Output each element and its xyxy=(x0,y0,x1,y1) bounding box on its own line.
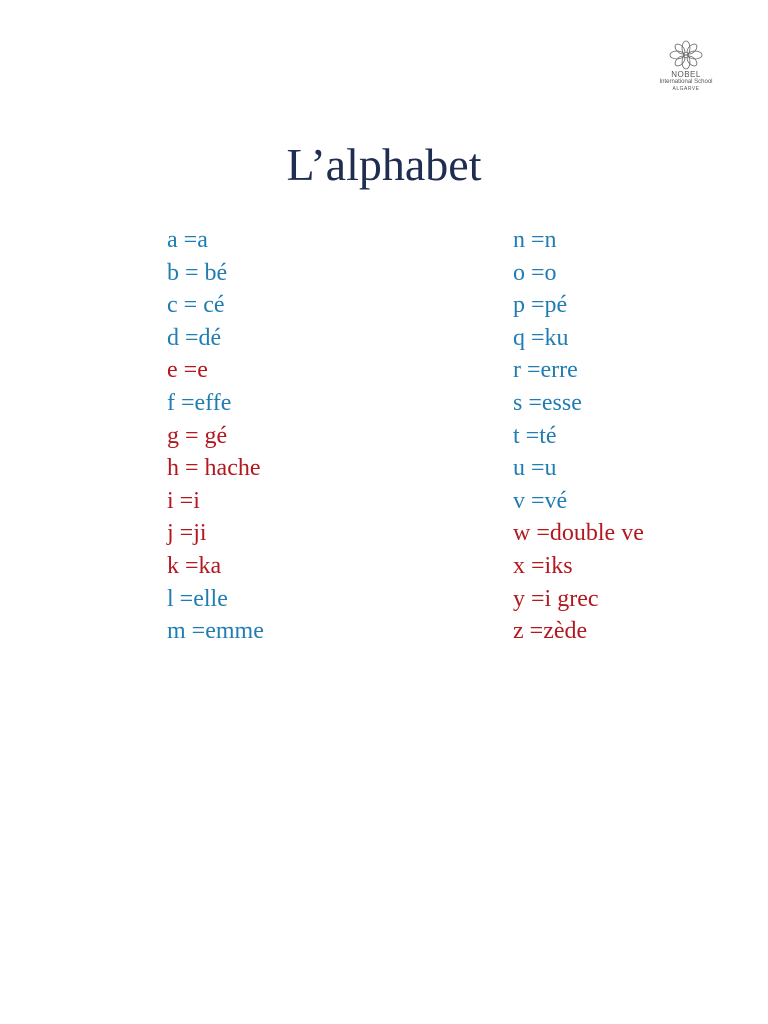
alphabet-entry: g = gé xyxy=(167,422,228,449)
alphabet-entry: v =vé xyxy=(513,487,568,514)
alphabet-entry: t =té xyxy=(513,422,557,449)
alphabet-entry: d =dé xyxy=(167,324,222,351)
alphabet-entry: o =o xyxy=(513,259,557,286)
alphabet-entry: k =ka xyxy=(167,552,222,579)
alphabet-entry: c = cé xyxy=(167,292,225,319)
alphabet-entry: n =n xyxy=(513,227,557,253)
alphabet-entry: m =emme xyxy=(167,618,264,645)
alphabet-entry: l =elle xyxy=(167,585,228,612)
alphabet-entry: x =iks xyxy=(513,552,573,579)
alphabet-entry: y =i grec xyxy=(513,585,599,612)
alphabet-entry: w =double ve xyxy=(513,520,644,547)
alphabet-entry: a =a xyxy=(167,227,208,253)
alphabet-entry: j =ji xyxy=(167,520,207,547)
alphabet-entry: f =effe xyxy=(167,389,232,416)
alphabet-right-column xyxy=(513,224,644,648)
alphabet-entry: z =zède xyxy=(513,618,588,645)
alphabet-entry: b = bé xyxy=(167,259,228,286)
school-logo xyxy=(650,40,722,92)
alphabet-left-column xyxy=(167,224,264,648)
alphabet-entry: q =ku xyxy=(513,324,569,351)
alphabet-entry: s =esse xyxy=(513,389,582,416)
alphabet-entry: u =u xyxy=(513,455,557,482)
alphabet-entry: e =e xyxy=(167,357,208,384)
logo-subtitle: International School xyxy=(659,79,713,85)
logo-school-name: NOBEL xyxy=(671,70,701,79)
alphabet-entry: i =i xyxy=(167,487,200,514)
logo-location: ALGARVE xyxy=(672,86,700,92)
page-title: L’alphabet xyxy=(286,139,482,190)
alphabet-entry: r =erre xyxy=(513,357,578,384)
alphabet-entry: p =pé xyxy=(513,292,568,319)
alphabet-entry: h = hache xyxy=(167,455,261,482)
flower-logo-icon xyxy=(669,40,703,70)
